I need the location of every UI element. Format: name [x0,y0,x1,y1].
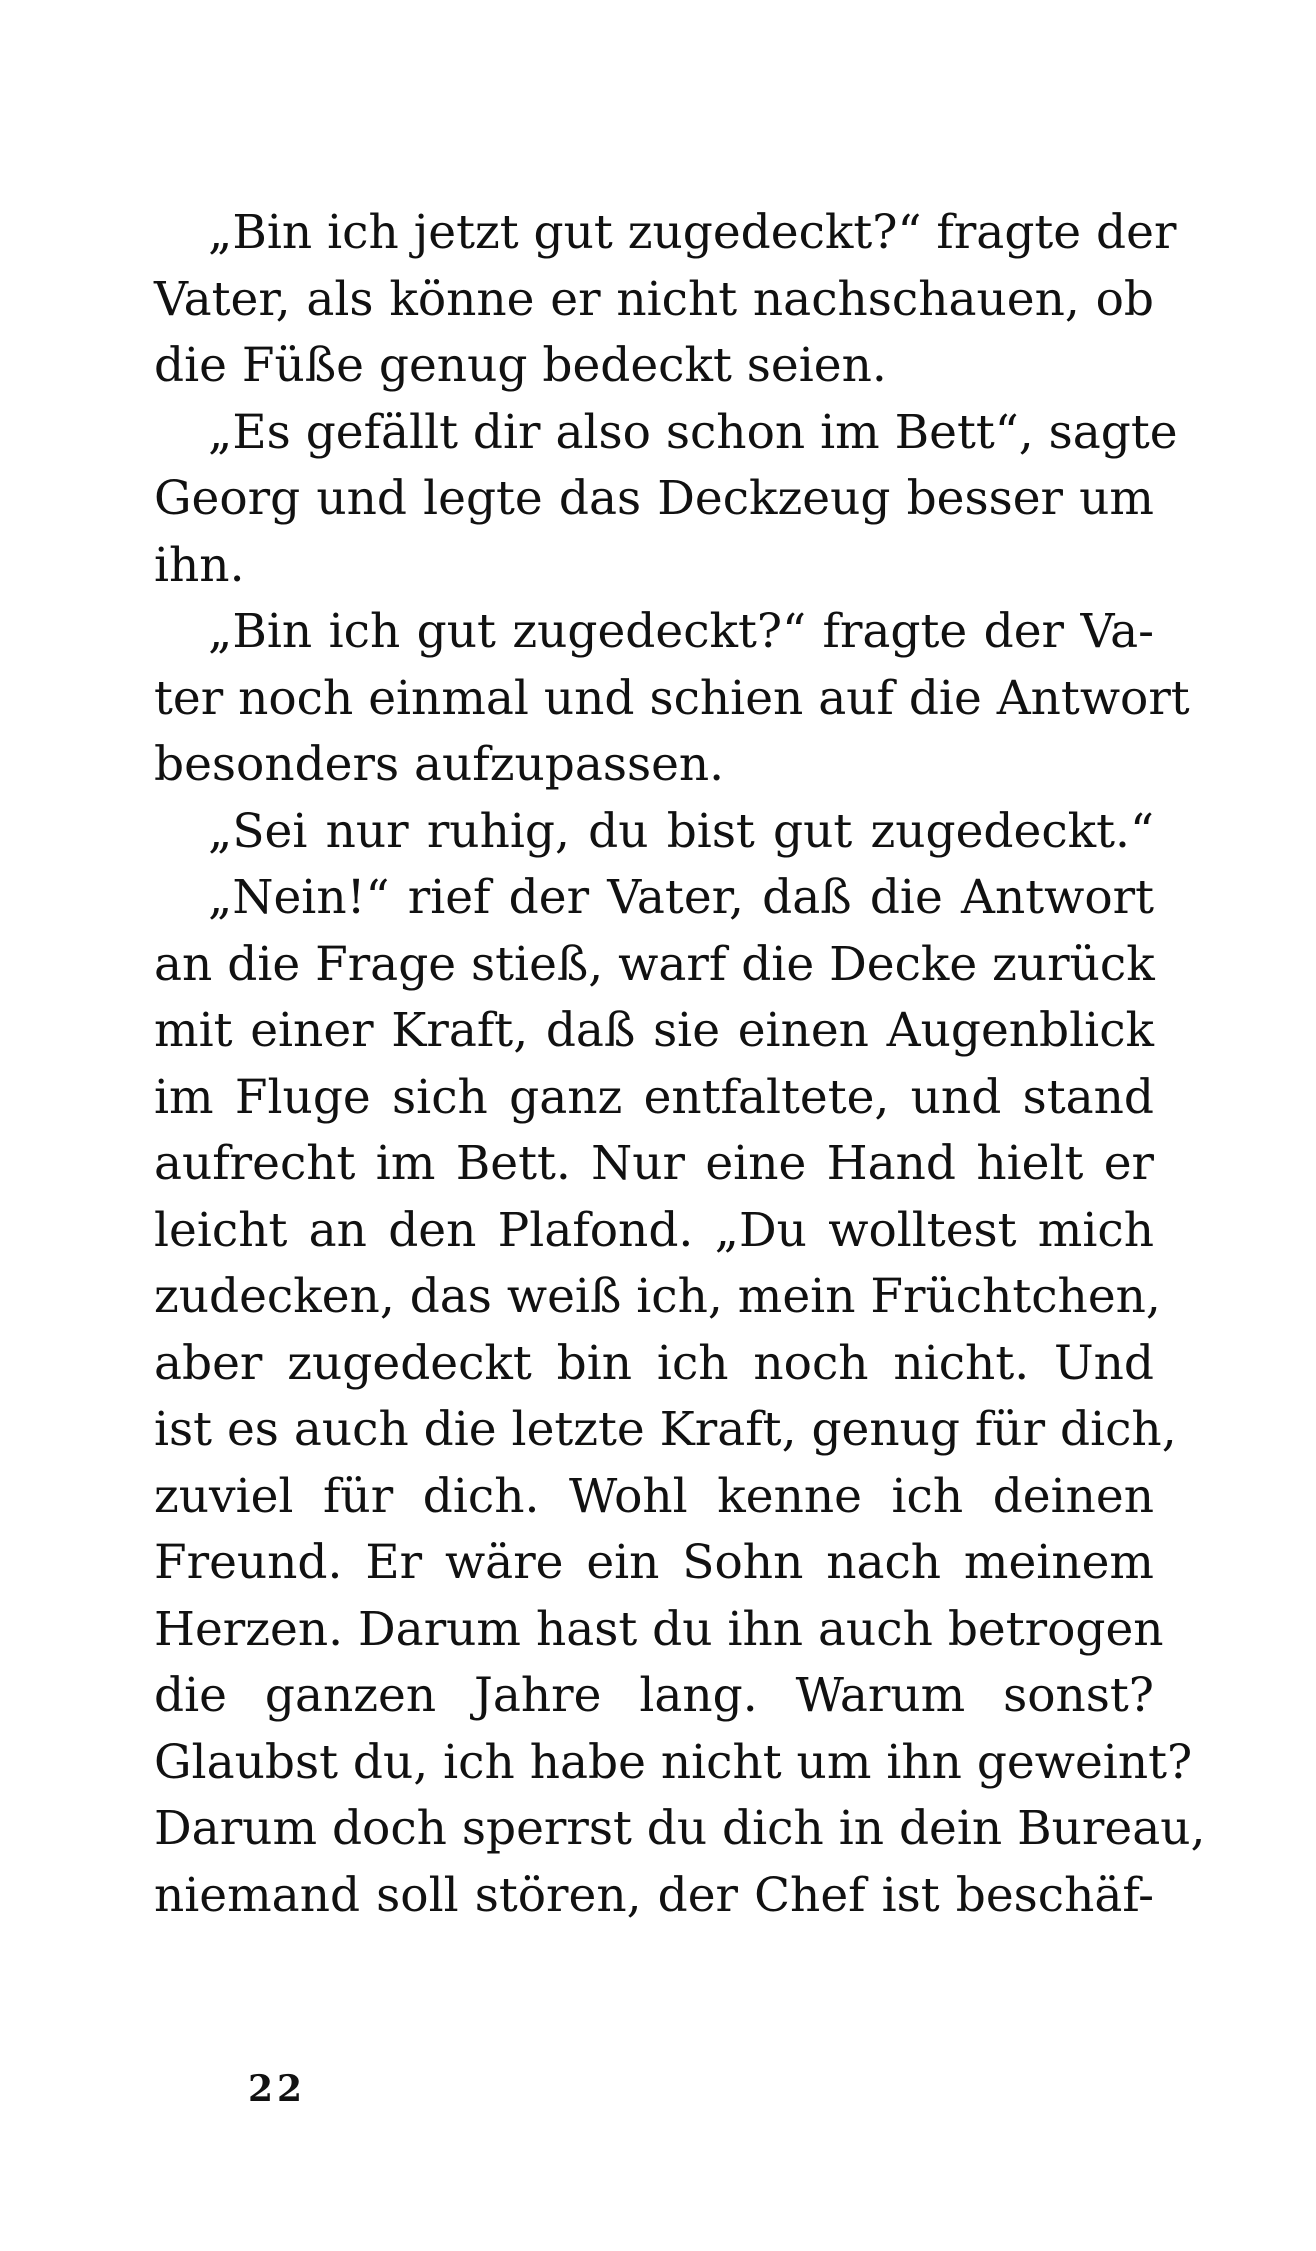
text-line-3: die Füße genug bedeckt seien. [154,338,887,393]
text-line-22: Herzen. Darum hast du ihn auch betrogen [154,1601,1164,1657]
text-line-15: aufrecht im Bett. Nur eine Hand hielt er [154,1136,1154,1191]
text-line-11: „Nein!“ rief der Vater, daß die Antwort [208,870,1154,925]
text-line-21: Freund. Er wäre ein Sohn nach meinem [154,1535,1154,1590]
text-line-20: zuviel für dich. Wohl kenne ich deinen [154,1468,1154,1524]
text-line-18: aber zugedeckt bin ich noch nicht. Und [154,1335,1154,1391]
text-line-19: ist es auch die letzte Kraft, genug für dich, [154,1402,1177,1457]
text-line-25: Darum doch sperrst du dich in dein Bureau, [154,1801,1206,1856]
text-line-24: Glaubst du, ich habe nicht um ihn geweint? [154,1734,1193,1790]
text-line-26: niemand soll stören, der Chef ist beschäf- [154,1867,1154,1923]
text-line-6: ihn. [154,537,245,593]
text-line-12: an die Frage stieß, warf die Decke zurück [154,936,1155,992]
text-line-14: im Fluge sich ganz entfaltete, und stand [154,1069,1154,1125]
page-number: 22 [248,2068,307,2110]
text-line-5: Georg und legte das Deckzeug besser um [154,471,1154,526]
text-line-9: besonders aufzupassen. [154,737,725,792]
text-line-23: die ganzen Jahre lang. Warum sonst? [154,1668,1154,1723]
body-text [154,200,1206,1929]
text-line-4: „Es gefällt dir also schon im Bett“, sagte [208,404,1178,460]
text-line-13: mit einer Kraft, daß sie einen Augenblick [154,1003,1154,1058]
text-line-17: zudecken, das weiß ich, mein Früchtchen, [154,1269,1161,1324]
text-line-16: leicht an den Plafond. „Du wolltest mich [154,1202,1154,1258]
text-line-1: „Bin ich jetzt gut zugedeckt?“ fragte der [208,205,1177,260]
text-line-2: Vater, als könne er nicht nachschauen, ob [154,271,1154,327]
text-line-7: „Bin ich gut zugedeckt?“ fragte der Va- [208,604,1154,659]
text-line-8: ter noch einmal und schien auf die Antwort [154,670,1190,726]
text-line-10: „Sei nur ruhig, du bist gut zugedeckt.“ [208,803,1154,859]
